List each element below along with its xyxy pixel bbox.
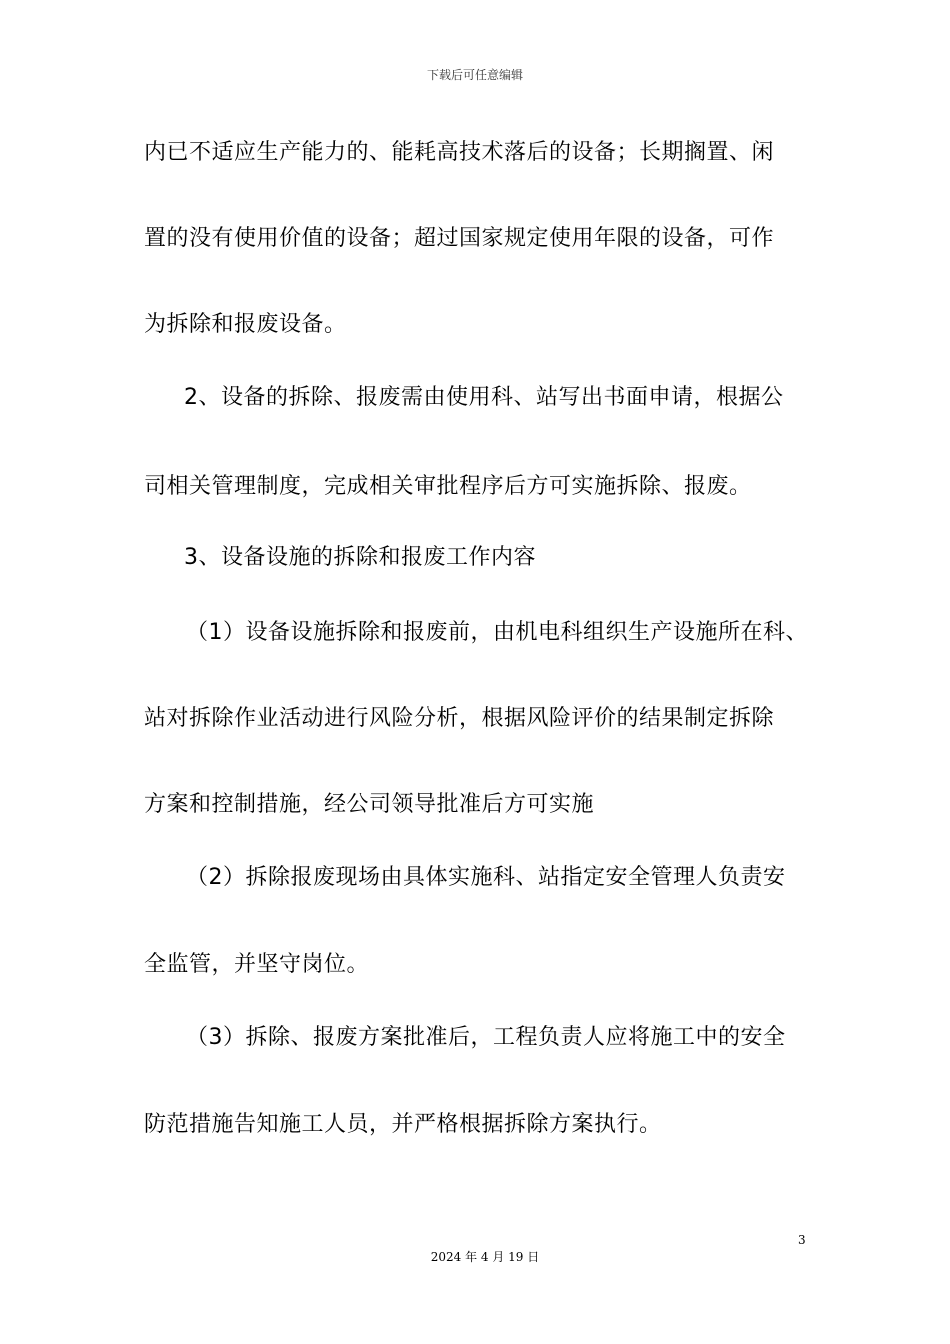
page-footer-date: 2024 年 4 月 19 日 <box>430 1250 540 1264</box>
text-line: 方案和控制措施，经公司领导批准后方可实施 <box>144 792 595 817</box>
text-line: （2）拆除报废现场由具体实施科、站指定安全管理人负责安 <box>186 865 786 890</box>
text-line: 2、设备的拆除、报废需由使用科、站写出书面申请，根据公 <box>184 385 784 410</box>
text-line: 3、设备设施的拆除和报废工作内容 <box>184 545 536 570</box>
page-number: 3 <box>798 1233 806 1247</box>
text-line: 全监管，并坚守岗位。 <box>144 952 370 977</box>
text-line: 内已不适应生产能力的、能耗高技术落后的设备；长期搁置、闲 <box>144 140 775 165</box>
text-line: 为拆除和报废设备。 <box>144 312 347 337</box>
text-line: （3）拆除、报废方案批准后，工程负责人应将施工中的安全 <box>186 1025 786 1050</box>
text-line: 司相关管理制度，完成相关审批程序后方可实施拆除、报废。 <box>144 474 752 499</box>
text-line: 置的没有使用价值的设备；超过国家规定使用年限的设备，可作 <box>144 226 775 251</box>
text-line: 站对拆除作业活动进行风险分析，根据风险评价的结果制定拆除 <box>144 706 775 731</box>
text-line: 防范措施告知施工人员，并严格根据拆除方案执行。 <box>144 1112 662 1137</box>
text-line: （1）设备设施拆除和报废前，由机电科组织生产设施所在科、 <box>186 620 808 645</box>
page-header: 下载后可任意编辑 <box>426 68 523 82</box>
